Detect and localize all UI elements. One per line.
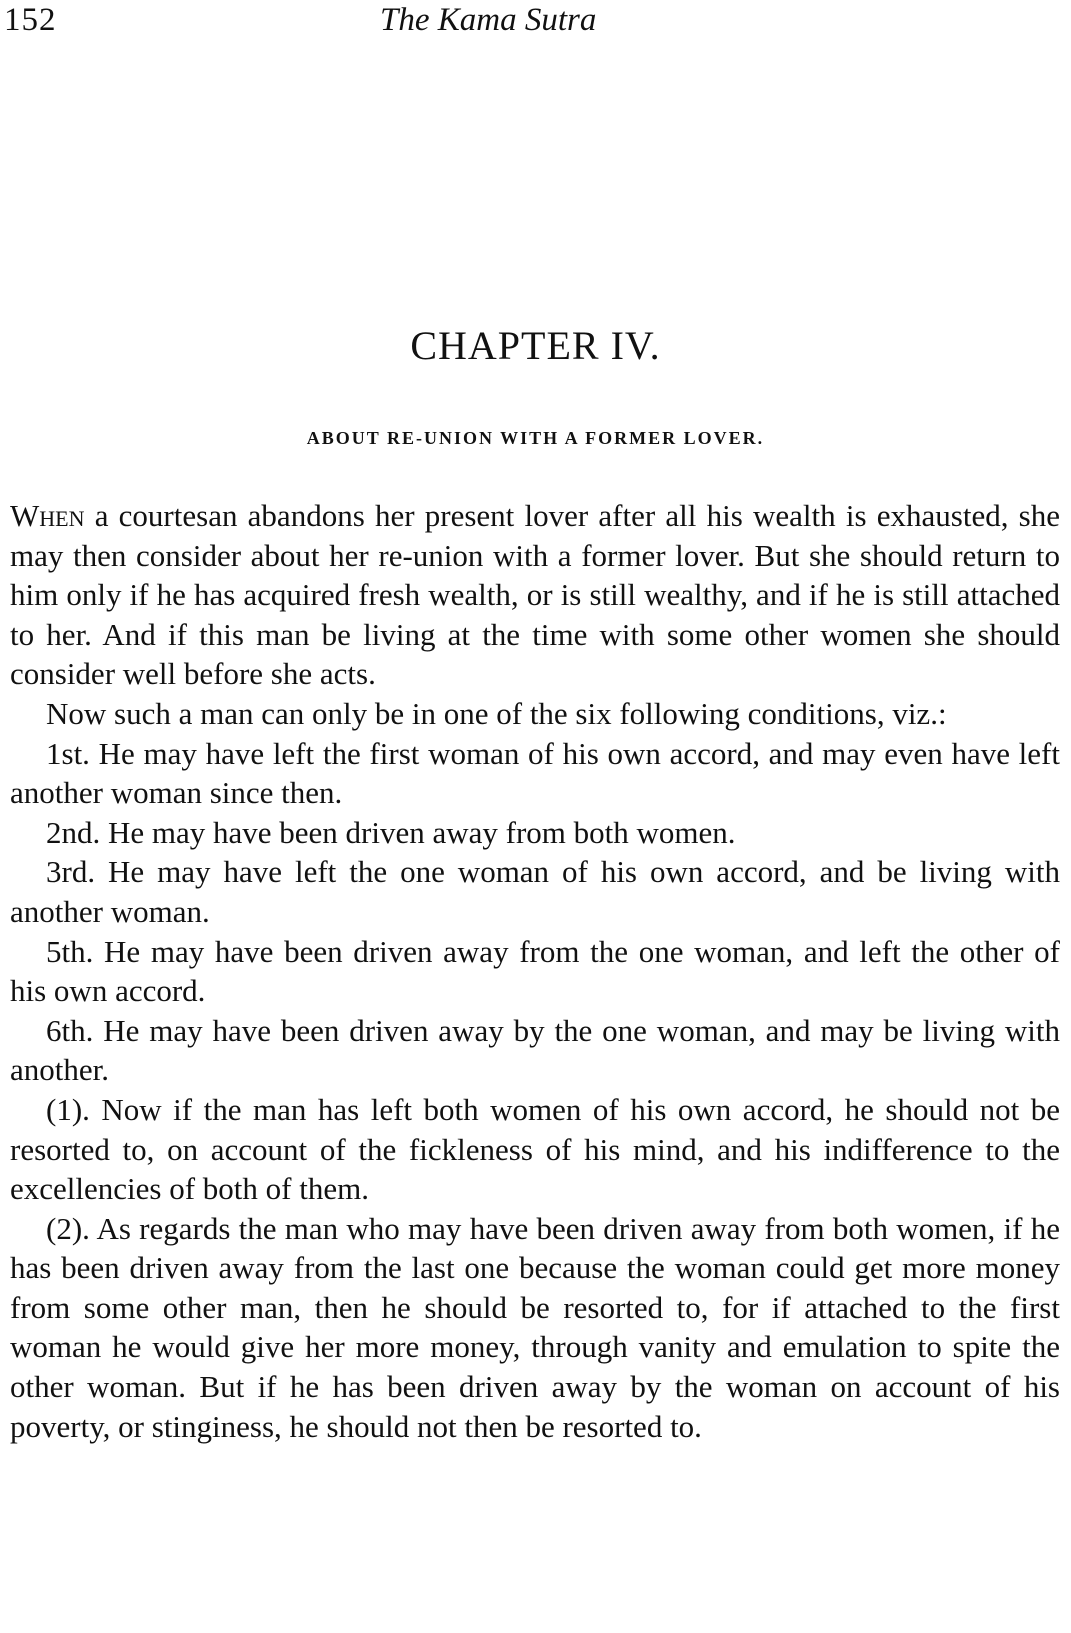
page-number: 152 <box>4 2 57 38</box>
body-text <box>10 496 1060 1446</box>
paragraph-condition-5: 5th. He may have been driven away from the one woman, and left the other of his own accord. <box>10 933 1060 1009</box>
opening-word: When <box>10 498 85 533</box>
paragraph-case-1: (1). Now if the man has left both women of his own accord, he should not be resorted to, on account of the fickleness of his mind, and his indifference to the excellencies of both of them. <box>10 1091 1060 1207</box>
paragraph-condition-2: 2nd. He may have been driven away from both women. <box>46 814 736 850</box>
paragraph-text: a courtesan abandons her present lover after all his wealth is exhausted, she may then consider about her re-union with a former lover. But she should return to him only if he has acquired fresh wealth, or is still wealthy, and if he is still attached to her. And if this man be living at the time with some other women she should consider well before she acts. <box>10 498 1060 692</box>
chapter-subtitle: ABOUT RE-UNION WITH A FORMER LOVER. <box>306 428 765 448</box>
paragraph-opening <box>10 496 1060 694</box>
chapter-title: CHAPTER IV. <box>410 323 661 368</box>
paragraph-case-2: (2). As regards the man who may have been driven away from both women, if he has been driven away from the last one because the woman could get more money from some other man, then he should be resorted to, for if attached to the first woman he would give her more money, through vanity and emulation to spite the other woman. But if he has been driven away by the woman on account of his poverty, or stinginess, he should not then be resorted to. <box>10 1210 1060 1444</box>
paragraph-condition-6: 6th. He may have been driven away by the one woman, and may be living with another. <box>10 1012 1060 1088</box>
page-header <box>0 2 1071 42</box>
running-title: The Kama Sutra <box>380 2 597 38</box>
paragraph-condition-1: 1st. He may have left the first woman of his own accord, and may even have left another woman since then. <box>10 735 1060 811</box>
paragraph-conditions-intro: Now such a man can only be in one of the six following conditions, viz.: <box>46 695 947 731</box>
paragraph-condition-3: 3rd. He may have left the one woman of his own accord, and be living with another woman. <box>10 854 1060 929</box>
